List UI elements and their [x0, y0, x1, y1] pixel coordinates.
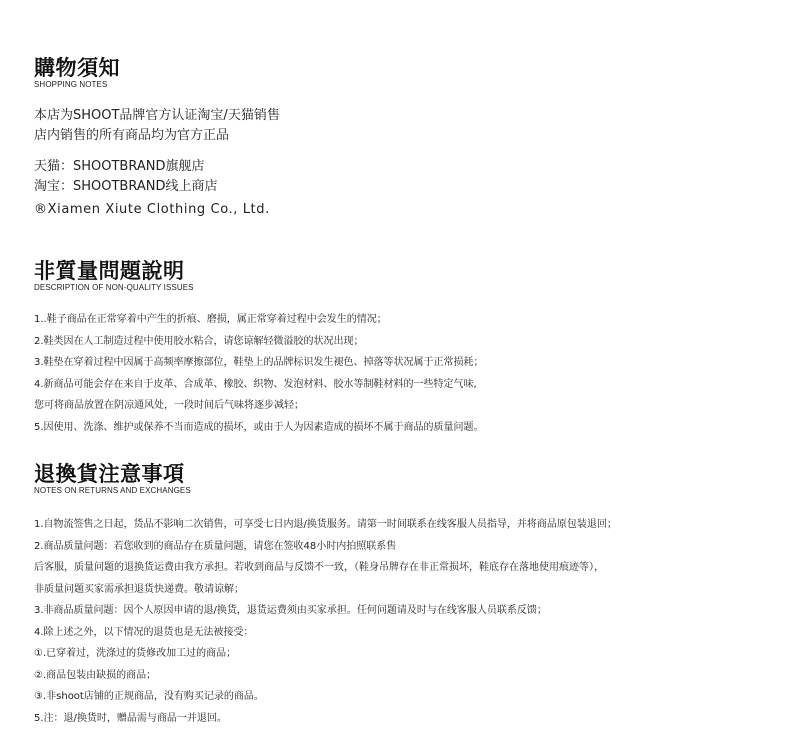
list-item: 4.除上述之外，以下情况的退货也是无法被接受： [34, 626, 254, 638]
list-item: 后客服，质量问题的退换货运费由我方承担。若收到商品与反馈不一致，（鞋身吊牌存在非正常损坏，鞋底存在落地使用痕迹等）， [34, 562, 604, 573]
non-quality-title: 非質量問題說明 [34, 259, 185, 283]
list-item: 5.因使用、洗涤、维护或保养不当而造成的损坏，或由于人为因素造成的损坏不属于商品的质量问题。 [34, 421, 484, 433]
list-item: 5.注：退/换货时，赠品需与商品一并退回。 [34, 712, 227, 724]
list-item: ③.非shoot店铺的正规商品，没有购买记录的商品。 [34, 691, 264, 702]
list-item: ①.已穿着过，洗涤过的货修改加工过的商品； [34, 648, 237, 659]
list-item: 3.鞋垫在穿着过程中因属于高频率摩擦部位，鞋垫上的品牌标识发生褪色、掉落等状况属于正常损耗； [34, 357, 484, 368]
list-item: ②.商品包装由缺损的商品； [34, 669, 157, 681]
store-tmall: 天猫：SHOOTBRAND旗舰店 [34, 159, 205, 174]
non-quality-list [34, 309, 770, 438]
shopping-notes-section [34, 56, 770, 220]
returns-section [34, 462, 770, 729]
returns-list [34, 514, 770, 729]
company-name: ®Xiamen Xiute Clothing Co., Ltd. [34, 202, 270, 217]
list-item: 2.鞋类因在人工制造过程中使用胶水粘合，请您谅解轻微溢胶的状况出现； [34, 335, 364, 347]
shopping-notes-title: 購物須知 [34, 56, 120, 80]
list-item: 您可将商品放置在阴凉通风处，一段时间后气味将逐步减轻； [34, 400, 304, 411]
list-item: 1.自物流签售之日起，货品不影响二次销售，可享受七日内退/换货服务。请第一时间联系在线客服人员指导，并将商品原包装退回； [34, 519, 617, 530]
store-taobao: 淘宝：SHOOTBRAND线上商店 [34, 179, 218, 194]
non-quality-section [34, 259, 770, 438]
list-item: 3.非商品质量问题：因个人原因申请的退/换货，退货运费须由买家承担。任何问题请及时与在线客服人员联系反馈； [34, 605, 547, 616]
list-item: 2.商品质量问题：若您收到的商品存在质量问题，请您在签收48小时内拍照联系售 [34, 540, 397, 552]
intro-line: 店内销售的所有商品均为官方正品 [34, 128, 230, 143]
shopping-notes-subtitle: SHOPPING NOTES [34, 80, 108, 89]
list-item: 1..鞋子商品在正常穿着中产生的折痕、磨损，属正常穿着过程中会发生的情况； [34, 314, 387, 325]
intro-line: 本店为SHOOT品牌官方认证淘宝/天猫销售 [34, 108, 280, 123]
non-quality-subtitle: DESCRIPTION OF NON-QUALITY ISSUES [34, 283, 194, 292]
list-item: 4.新商品可能会存在来自于皮革、合成革、橡胶、织物、发泡材料、胶水等制鞋材料的一些特定气味, [34, 378, 477, 390]
intro-paragraph [34, 106, 770, 146]
list-item: 非质量问题买家需承担退货快递费。敬请谅解； [34, 583, 244, 595]
stores-paragraph [34, 157, 770, 220]
returns-title: 退換貨注意事項 [34, 462, 185, 486]
returns-subtitle: NOTES ON RETURNS AND EXCHANGES [34, 486, 191, 495]
